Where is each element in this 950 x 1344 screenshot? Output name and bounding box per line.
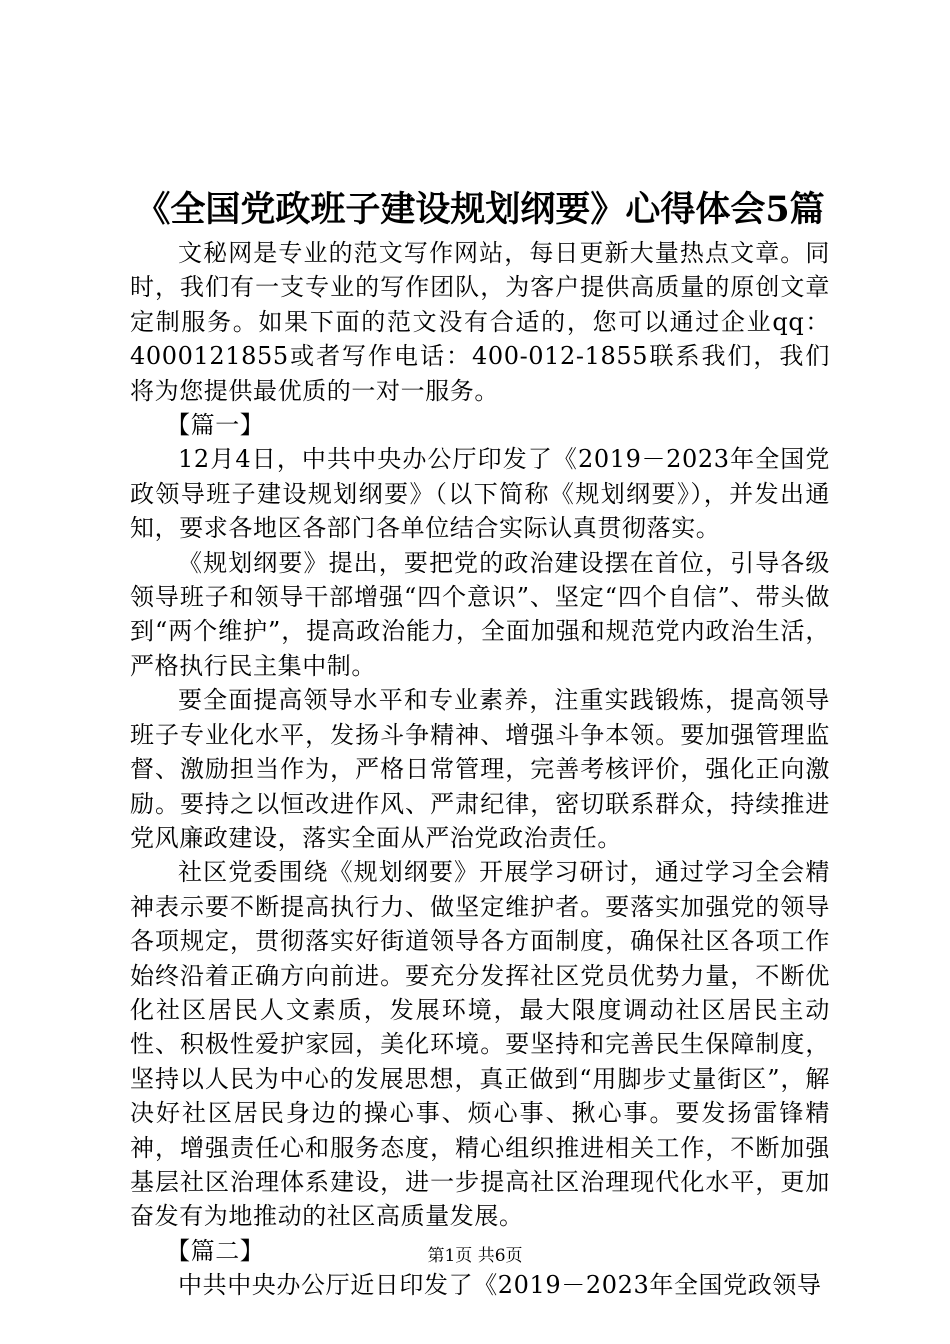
document-title: 《全国党政班子建设规划纲要》心得体会5篇 <box>135 189 825 230</box>
page-footer: 第1页 共6页 <box>427 1246 523 1266</box>
section-heading-1: 【篇一】 <box>166 411 265 440</box>
intro-paragraph: 文秘网是专业的范文写作网站，每日更新大量热点文章。同时，我们有一支专业的写作团队，为客户提供高质量的原创文章定制服务。如果下面的范文没有合适的，您可以通过企业qq：4000121855或者写作电话：400-012-1855联系我们，我们将为您提供最优质的一对一服务。 <box>130 239 830 405</box>
document-body <box>130 236 830 1303</box>
body-paragraph: 要全面提高领导水平和专业素养，注重实践锻炼，提高领导班子专业化水平，发扬斗争精神、增强斗争本领。要加强管理监督、激励担当作为，严格日常管理，完善考核评价，强化正向激励。要持之以恒改进作风、严肃纪律，密切联系群众，持续推进党风廉政建设，落实全面从严治党政治责任。 <box>130 686 830 852</box>
section-heading-2: 【篇二】 <box>166 1236 265 1265</box>
body-paragraph: 中共中央办公厅近日印发了《2019－2023年全国党政领导 <box>178 1271 822 1300</box>
body-paragraph: 社区党委围绕《规划纲要》开展学习研讨，通过学习全会精神表示要不断提高执行力、做坚定维护者。要落实加强党的领导各项规定，贯彻落实好街道领导各方面制度，确保社区各项工作始终沿着正确方向前进。要充分发挥社区党员优势力量，不断优化社区居民人文素质，发展环境，最大限度调动社区居民主动性、积极性爱护家园，美化环境。要坚持和完善民生保障制度，坚持以人民为中心的发展思想，真正做到“用脚步丈量街区”，解决好社区居民身边的操心事、烦心事、揪心事。要发扬雷锋精神，增强责任心和服务态度，精心组织推进相关工作，不断加强基层社区治理体系建设，进一步提高社区治理现代化水平，更加奋发有为地推动的社区高质量发展。 <box>130 858 830 1231</box>
body-paragraph: 《规划纲要》提出，要把党的政治建设摆在首位，引导各级领导班子和领导干部增强“四个意识”、坚定“四个自信”、带头做到“两个维护”，提高政治能力，全面加强和规范党内政治生活，严格执行民主集中制。 <box>130 548 830 680</box>
body-paragraph: 12月4日，中共中央办公厅印发了《2019－2023年全国党政领导班子建设规划纲要》（以下简称《规划纲要》），并发出通知，要求各地区各部门各单位结合实际认真贯彻落实。 <box>130 445 830 543</box>
